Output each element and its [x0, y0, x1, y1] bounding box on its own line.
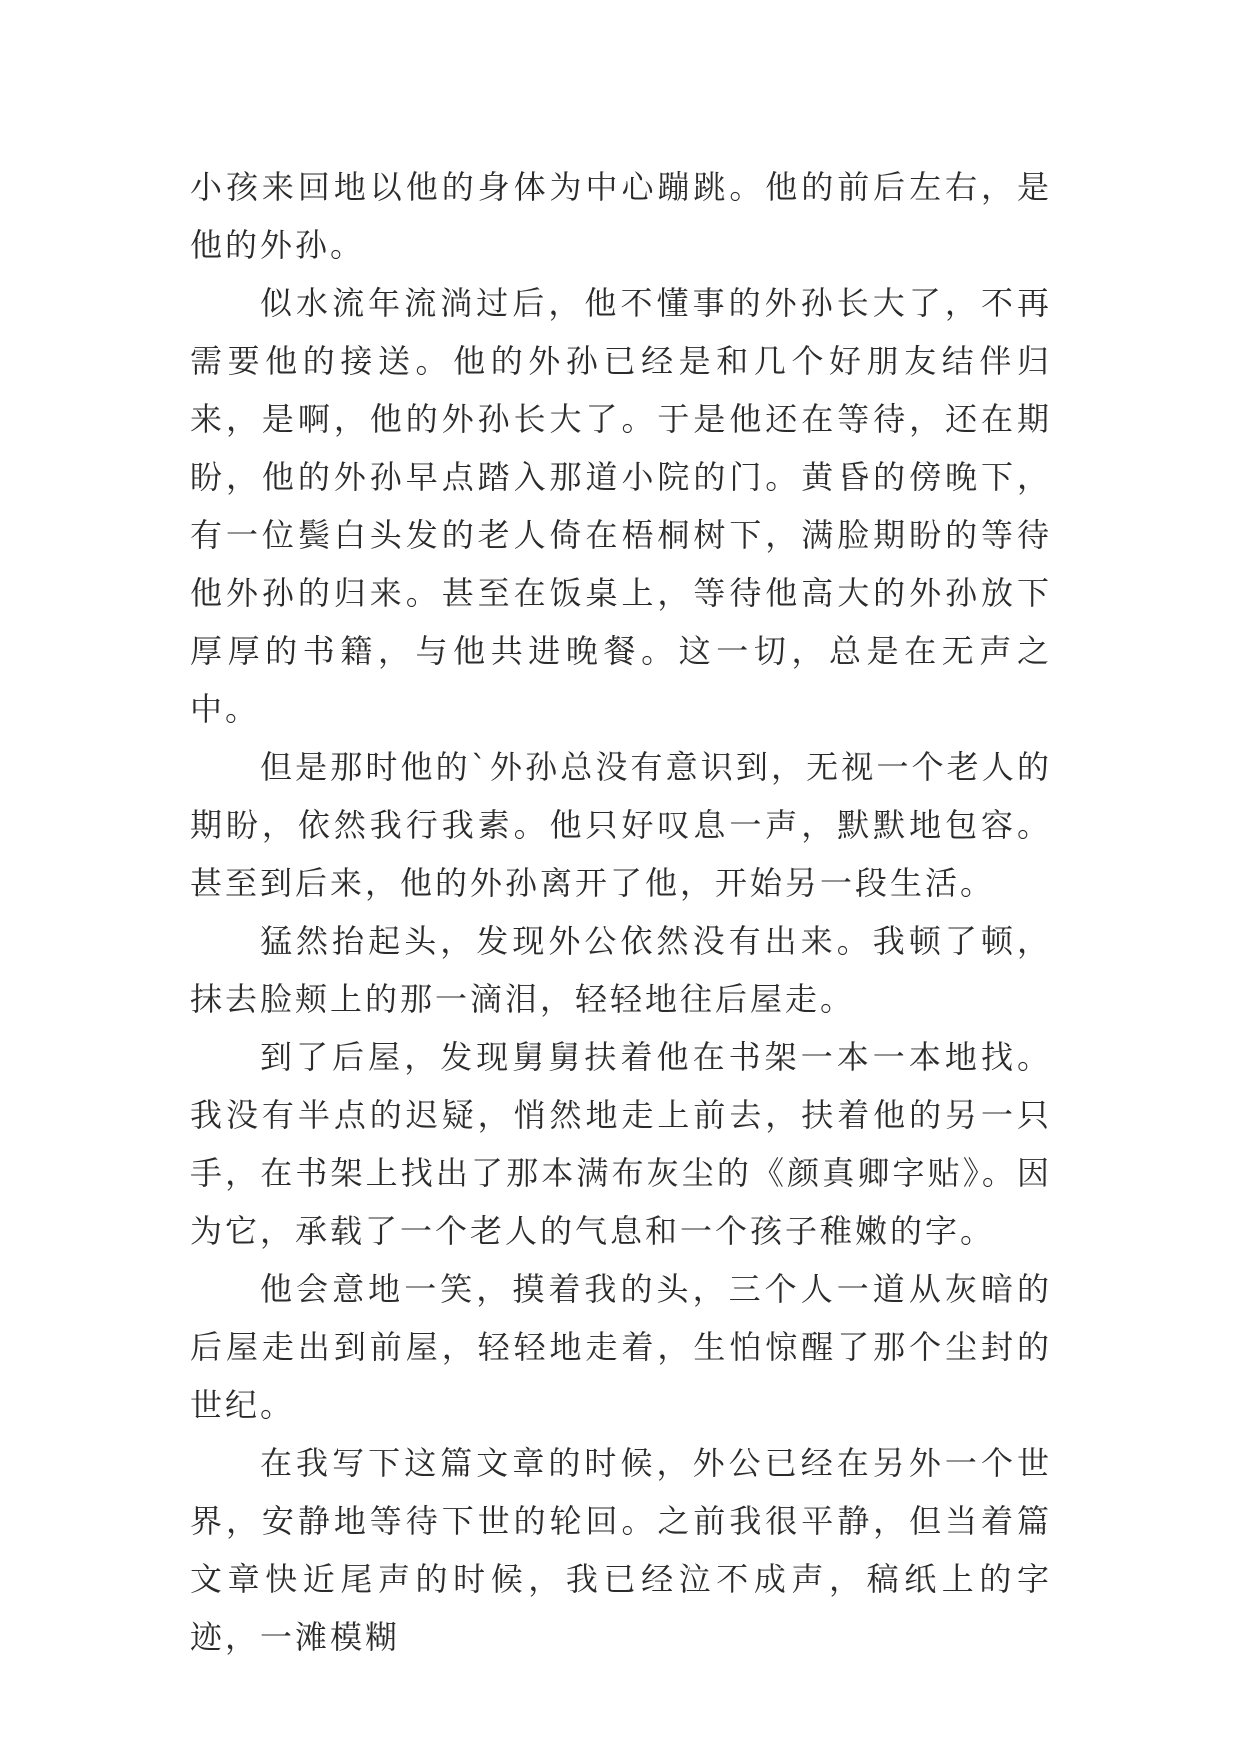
paragraph: 但是那时他的`外孙总没有意识到，无视一个老人的期盼，依然我行我素。他只好叹息一声，默默地包容。甚至到后来，他的外孙离开了他，开始另一段生活。	[190, 748, 1052, 902]
paragraph: 似水流年流淌过后，他不懂事的外孙长大了，不再需要他的接送。他的外孙已经是和几个好朋友结伴归来，是啊，他的外孙长大了。于是他还在等待，还在期盼，他的外孙早点踏入那道小院的门。黄昏的傍晚下，有一位鬓白头发的老人倚在梧桐树下，满脸期盼的等待他外孙的归来。甚至在饭桌上，等待他高大的外孙放下厚厚的书籍，与他共进晚餐。这一切，总是在无声之中。	[190, 284, 1052, 728]
paragraph: 他会意地一笑，摸着我的头，三个人一道从灰暗的后屋走出到前屋，轻轻地走着，生怕惊醒了那个尘封的世纪。	[190, 1270, 1052, 1424]
paragraph: 小孩来回地以他的身体为中心蹦跳。他的前后左右，是他的外孙。	[190, 168, 1052, 264]
paragraph: 在我写下这篇文章的时候，外公已经在另外一个世界，安静地等待下世的轮回。之前我很平静，但当着篇文章快近尾声的时候，我已经泣不成声，稿纸上的字迹，一滩模糊	[190, 1444, 1052, 1656]
paragraph: 猛然抬起头，发现外公依然没有出来。我顿了顿，抹去脸颊上的那一滴泪，轻轻地往后屋走。	[190, 922, 1052, 1018]
body-text	[190, 158, 1052, 1666]
paragraph: 到了后屋，发现舅舅扶着他在书架一本一本地找。我没有半点的迟疑，悄然地走上前去，扶着他的另一只手，在书架上找出了那本满布灰尘的《颜真卿字贴》。因为它，承载了一个老人的气息和一个孩子稚嫩的字。	[190, 1038, 1052, 1250]
